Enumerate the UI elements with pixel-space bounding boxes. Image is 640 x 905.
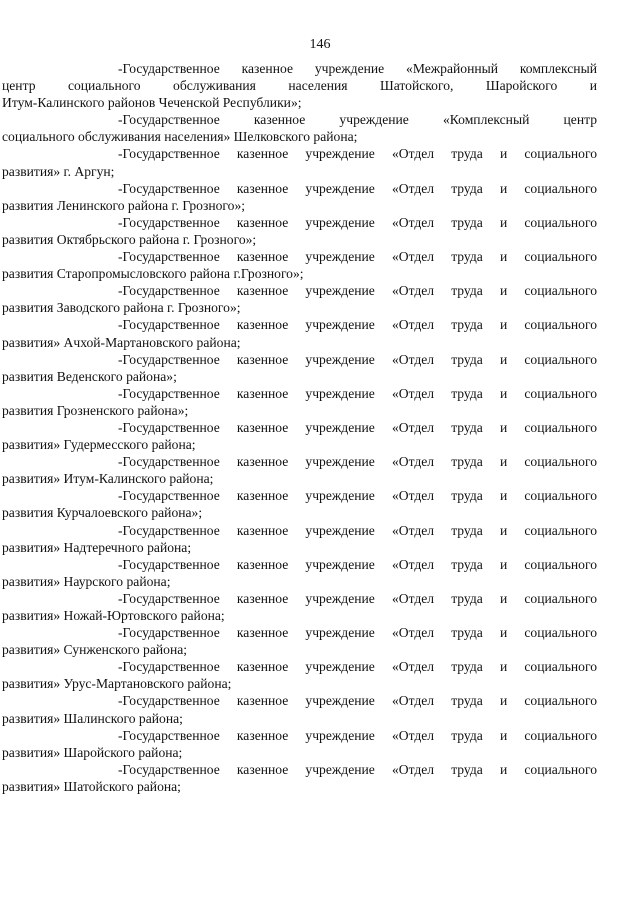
list-item-line-first: -Государственное казенное учреждение «Отдел труда и социального	[118, 761, 597, 777]
list-item-line-first: -Государственное казенное учреждение «Отдел труда и социального	[118, 419, 597, 435]
list-item-line: центр социального обслуживания населения Шатойского, Шаройского и	[2, 78, 597, 94]
list-item	[2, 145, 597, 179]
list-item	[2, 351, 597, 385]
list-item	[2, 316, 597, 350]
list-item-line-first: -Государственное казенное учреждение «Отдел труда и социального	[118, 590, 597, 606]
list-item-line: развития» Надтеречного района;	[2, 539, 192, 555]
list-item-line-first: -Государственное казенное учреждение «Отдел труда и социального	[118, 659, 597, 675]
list-item	[2, 60, 597, 111]
list-item	[2, 248, 597, 282]
list-item-line: Итум-Калинского районов Чеченской Республики»;	[2, 95, 302, 111]
list-item	[2, 761, 597, 795]
list-item-line: развития Грозненского района»;	[2, 402, 189, 418]
page-number: 146	[309, 37, 331, 52]
list-item-line-first: -Государственное казенное учреждение «Отдел труда и социального	[118, 283, 597, 299]
list-item-line-first: -Государственное казенное учреждение «Комплексный центр	[118, 112, 597, 128]
list-item-line-first: -Государственное казенное учреждение «Отдел труда и социального	[118, 351, 597, 367]
list-item-line: развития Ленинского района г. Грозного»;	[2, 197, 246, 213]
list-item	[2, 282, 597, 316]
list-item	[2, 522, 597, 556]
list-item	[2, 453, 597, 487]
list-item-line: развития Веденского района»;	[2, 368, 177, 384]
list-item-line: развития» Наурского района;	[2, 573, 171, 589]
list-item-line: развития Курчалоевского района»;	[2, 505, 203, 521]
list-item-line-first: -Государственное казенное учреждение «Отдел труда и социального	[118, 454, 597, 470]
list-item	[2, 624, 597, 658]
list-item-line-first: -Государственное казенное учреждение «Отдел труда и социального	[118, 214, 597, 230]
document-body	[2, 60, 597, 795]
list-item	[2, 180, 597, 214]
list-item-line: развития» Шалинского района;	[2, 710, 183, 726]
list-item-line-first: -Государственное казенное учреждение «Отдел труда и социального	[118, 146, 597, 162]
list-item-line: развития Октябрьского района г. Грозного»;	[2, 231, 257, 247]
list-item	[2, 487, 597, 521]
list-item-line: развития» Итум-Калинского района;	[2, 471, 214, 487]
list-item-line: социального обслуживания населения» Шелковского района;	[2, 129, 358, 145]
list-item-line: развития Старопромысловского района г.Грозного»;	[2, 266, 304, 282]
list-item-line-first: -Государственное казенное учреждение «Межрайонный комплексный	[118, 61, 597, 76]
list-item-line-first: -Государственное казенное учреждение «Отдел труда и социального	[118, 317, 597, 333]
list-item-line-first: -Государственное казенное учреждение «Отдел труда и социального	[118, 488, 597, 504]
list-item	[2, 692, 597, 726]
list-item-line: развития Заводского района г. Грозного»;	[2, 300, 241, 316]
list-item-line: развития» г. Аргун;	[2, 163, 115, 179]
list-item	[2, 111, 597, 145]
list-item	[2, 419, 597, 453]
list-item-line-first: -Государственное казенное учреждение «Отдел труда и социального	[118, 556, 597, 572]
list-item-line: развития» Ножай-Юртовского района;	[2, 608, 225, 623]
list-item-line-first: -Государственное казенное учреждение «Отдел труда и социального	[118, 727, 597, 743]
list-item	[2, 556, 597, 590]
list-item	[2, 214, 597, 248]
list-item-line-first: -Государственное казенное учреждение «Отдел труда и социального	[118, 385, 597, 401]
list-item-line-first: -Государственное казенное учреждение «Отдел труда и социального	[118, 625, 597, 641]
list-item-line: развития» Сунженского района;	[2, 642, 188, 658]
list-item-line-first: -Государственное казенное учреждение «Отдел труда и социального	[118, 522, 597, 538]
list-item	[2, 727, 597, 761]
list-item-line-first: -Государственное казенное учреждение «Отдел труда и социального	[118, 249, 597, 265]
list-item	[2, 658, 597, 692]
list-item	[2, 385, 597, 419]
list-item-line-first: -Государственное казенное учреждение «Отдел труда и социального	[118, 180, 597, 196]
list-item	[2, 590, 597, 624]
list-item-line: развития» Шатойского района;	[2, 778, 181, 794]
list-item-line: развития» Ачхой-Мартановского района;	[2, 334, 241, 350]
list-item-line: развития» Урус-Мартановского района;	[2, 676, 232, 692]
list-item-line: развития» Гудермесского района;	[2, 437, 196, 453]
list-item-line: развития» Шаройского района;	[2, 744, 183, 760]
list-item-line-first: -Государственное казенное учреждение «Отдел труда и социального	[118, 693, 597, 709]
